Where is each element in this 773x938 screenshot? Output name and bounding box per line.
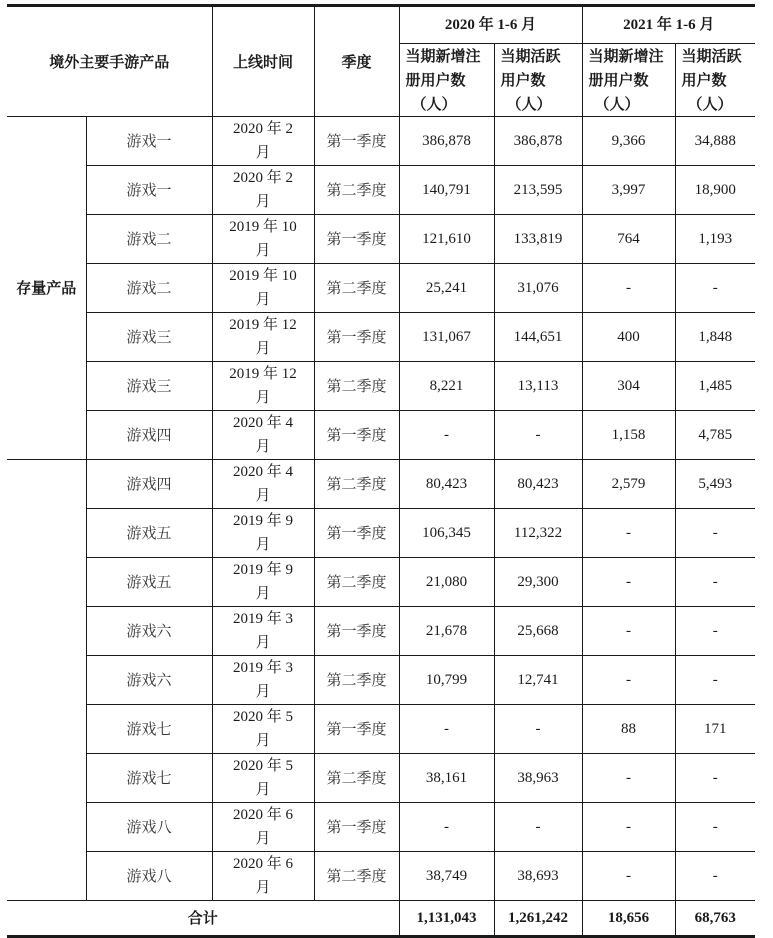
game-name: 游戏一 (86, 117, 212, 166)
total-new-users-2021: 18,656 (582, 901, 675, 937)
header-period-2020: 2020 年 1-6 月 (399, 6, 582, 44)
total-active-users-2021: 68,763 (675, 901, 755, 937)
table-row (7, 803, 755, 852)
new-users-2020: 106,345 (399, 509, 494, 558)
quarter: 第一季度 (314, 607, 399, 656)
game-name: 游戏八 (86, 803, 212, 852)
active-users-2021: 1,848 (675, 313, 755, 362)
active-users-2020: 31,076 (494, 264, 582, 313)
active-users-2021: 18,900 (675, 166, 755, 215)
header-period-2021: 2021 年 1-6 月 (582, 6, 755, 44)
category-existing-products: 存量产品 (7, 117, 86, 460)
launch-date: 2019 年 3 月 (212, 607, 314, 656)
new-users-2020: - (399, 705, 494, 754)
game-name: 游戏六 (86, 656, 212, 705)
header-product: 境外主要手游产品 (7, 6, 212, 117)
quarter: 第一季度 (314, 117, 399, 166)
launch-date: 2020 年 6 月 (212, 852, 314, 901)
header-unit: （人） (687, 95, 733, 113)
table-row (7, 852, 755, 901)
new-users-2020: 121,610 (399, 215, 494, 264)
game-name: 游戏五 (86, 558, 212, 607)
launch-date: 2019 年 10 月 (212, 264, 314, 313)
table-row (7, 166, 755, 215)
header-active-users-2020 (494, 44, 582, 117)
game-name: 游戏四 (86, 460, 212, 509)
table-row (7, 460, 755, 509)
active-users-2021: - (675, 558, 755, 607)
table-row (7, 411, 755, 460)
new-users-2020: 38,749 (399, 852, 494, 901)
quarter: 第一季度 (314, 215, 399, 264)
quarter: 第二季度 (314, 656, 399, 705)
category-other-products (7, 460, 86, 901)
active-users-2021: 4,785 (675, 411, 755, 460)
active-users-2020: - (494, 803, 582, 852)
header-line: 册用户数 (588, 71, 649, 89)
total-new-users-2020: 1,131,043 (399, 901, 494, 937)
active-users-2020: - (494, 705, 582, 754)
active-users-2020: 133,819 (494, 215, 582, 264)
active-users-2020: 25,668 (494, 607, 582, 656)
quarter: 第二季度 (314, 166, 399, 215)
new-users-2020: 8,221 (399, 362, 494, 411)
new-users-2021: - (582, 607, 675, 656)
active-users-2020: 112,322 (494, 509, 582, 558)
active-users-2020: 38,963 (494, 754, 582, 803)
new-users-2021: 88 (582, 705, 675, 754)
header-new-users-2020 (399, 44, 494, 117)
quarter: 第二季度 (314, 362, 399, 411)
quarter: 第二季度 (314, 264, 399, 313)
quarter: 第一季度 (314, 411, 399, 460)
game-name: 游戏五 (86, 509, 212, 558)
game-name: 游戏二 (86, 264, 212, 313)
new-users-2021: 400 (582, 313, 675, 362)
header-line: 当期活跃 (500, 47, 561, 65)
header-unit: （人） (411, 95, 457, 113)
header-active-users-2021 (675, 44, 755, 117)
active-users-2021: 34,888 (675, 117, 755, 166)
quarter: 第一季度 (314, 705, 399, 754)
table-row (7, 607, 755, 656)
launch-date: 2020 年 2 月 (212, 166, 314, 215)
new-users-2021: 1,158 (582, 411, 675, 460)
game-name: 游戏二 (86, 215, 212, 264)
launch-date: 2020 年 6 月 (212, 803, 314, 852)
active-users-2021: - (675, 264, 755, 313)
table-row (7, 705, 755, 754)
new-users-2020: 38,161 (399, 754, 494, 803)
launch-date: 2019 年 10 月 (212, 215, 314, 264)
active-users-2020: 144,651 (494, 313, 582, 362)
launch-date: 2019 年 3 月 (212, 656, 314, 705)
game-name: 游戏三 (86, 362, 212, 411)
header-line: 当期新增注 (405, 47, 481, 65)
launch-date: 2020 年 5 月 (212, 754, 314, 803)
game-name: 游戏四 (86, 411, 212, 460)
new-users-2020: 386,878 (399, 117, 494, 166)
launch-date: 2020 年 5 月 (212, 705, 314, 754)
new-users-2020: 21,678 (399, 607, 494, 656)
game-name: 游戏七 (86, 705, 212, 754)
quarter: 第一季度 (314, 803, 399, 852)
quarter: 第一季度 (314, 509, 399, 558)
game-name: 游戏六 (86, 607, 212, 656)
launch-date: 2019 年 9 月 (212, 558, 314, 607)
header-line: 用户数 (500, 71, 546, 89)
active-users-2021: 5,493 (675, 460, 755, 509)
game-name: 游戏一 (86, 166, 212, 215)
total-label: 合计 (7, 901, 399, 937)
new-users-2021: 304 (582, 362, 675, 411)
header-row-1 (7, 6, 755, 44)
launch-date: 2020 年 4 月 (212, 460, 314, 509)
header-quarter: 季度 (314, 6, 399, 117)
new-users-2021: - (582, 803, 675, 852)
active-users-2020: 29,300 (494, 558, 582, 607)
header-unit: （人） (506, 95, 552, 113)
new-users-2021: - (582, 264, 675, 313)
overseas-mobile-games-user-table (7, 4, 755, 938)
table-row (7, 215, 755, 264)
quarter: 第一季度 (314, 313, 399, 362)
active-users-2020: 213,595 (494, 166, 582, 215)
new-users-2021: - (582, 558, 675, 607)
header-line: 用户数 (681, 71, 727, 89)
quarter: 第二季度 (314, 754, 399, 803)
active-users-2020: 12,741 (494, 656, 582, 705)
active-users-2021: 1,193 (675, 215, 755, 264)
launch-date: 2020 年 4 月 (212, 411, 314, 460)
new-users-2021: - (582, 754, 675, 803)
header-new-users-2021 (582, 44, 675, 117)
new-users-2021: - (582, 509, 675, 558)
header-line: 当期活跃 (681, 47, 742, 65)
table-row (7, 117, 755, 166)
header-launch-date: 上线时间 (212, 6, 314, 117)
active-users-2020: 80,423 (494, 460, 582, 509)
launch-date: 2019 年 9 月 (212, 509, 314, 558)
active-users-2020: 38,693 (494, 852, 582, 901)
new-users-2020: 25,241 (399, 264, 494, 313)
new-users-2020: 140,791 (399, 166, 494, 215)
table-row (7, 362, 755, 411)
active-users-2020: 386,878 (494, 117, 582, 166)
new-users-2021: 764 (582, 215, 675, 264)
game-name: 游戏三 (86, 313, 212, 362)
new-users-2020: 21,080 (399, 558, 494, 607)
active-users-2021: 171 (675, 705, 755, 754)
game-name: 游戏八 (86, 852, 212, 901)
new-users-2021: - (582, 656, 675, 705)
game-name: 游戏七 (86, 754, 212, 803)
launch-date: 2020 年 2 月 (212, 117, 314, 166)
table-row (7, 313, 755, 362)
launch-date: 2019 年 12 月 (212, 362, 314, 411)
new-users-2020: 131,067 (399, 313, 494, 362)
active-users-2021: - (675, 754, 755, 803)
active-users-2021: 1,485 (675, 362, 755, 411)
quarter: 第二季度 (314, 558, 399, 607)
new-users-2021: 2,579 (582, 460, 675, 509)
header-unit: （人） (594, 95, 640, 113)
table-row (7, 558, 755, 607)
new-users-2020: - (399, 803, 494, 852)
total-row (7, 901, 755, 937)
active-users-2021: - (675, 656, 755, 705)
active-users-2020: - (494, 411, 582, 460)
new-users-2020: - (399, 411, 494, 460)
header-line: 册用户数 (405, 71, 466, 89)
table-row (7, 656, 755, 705)
active-users-2021: - (675, 803, 755, 852)
launch-date: 2019 年 12 月 (212, 313, 314, 362)
active-users-2021: - (675, 852, 755, 901)
active-users-2021: - (675, 509, 755, 558)
quarter: 第二季度 (314, 460, 399, 509)
active-users-2020: 13,113 (494, 362, 582, 411)
total-active-users-2020: 1,261,242 (494, 901, 582, 937)
active-users-2021: - (675, 607, 755, 656)
new-users-2021: 3,997 (582, 166, 675, 215)
header-line: 当期新增注 (588, 47, 664, 65)
new-users-2021: - (582, 852, 675, 901)
table-row (7, 754, 755, 803)
new-users-2020: 80,423 (399, 460, 494, 509)
new-users-2020: 10,799 (399, 656, 494, 705)
table-row (7, 509, 755, 558)
new-users-2021: 9,366 (582, 117, 675, 166)
table-row (7, 264, 755, 313)
quarter: 第二季度 (314, 852, 399, 901)
